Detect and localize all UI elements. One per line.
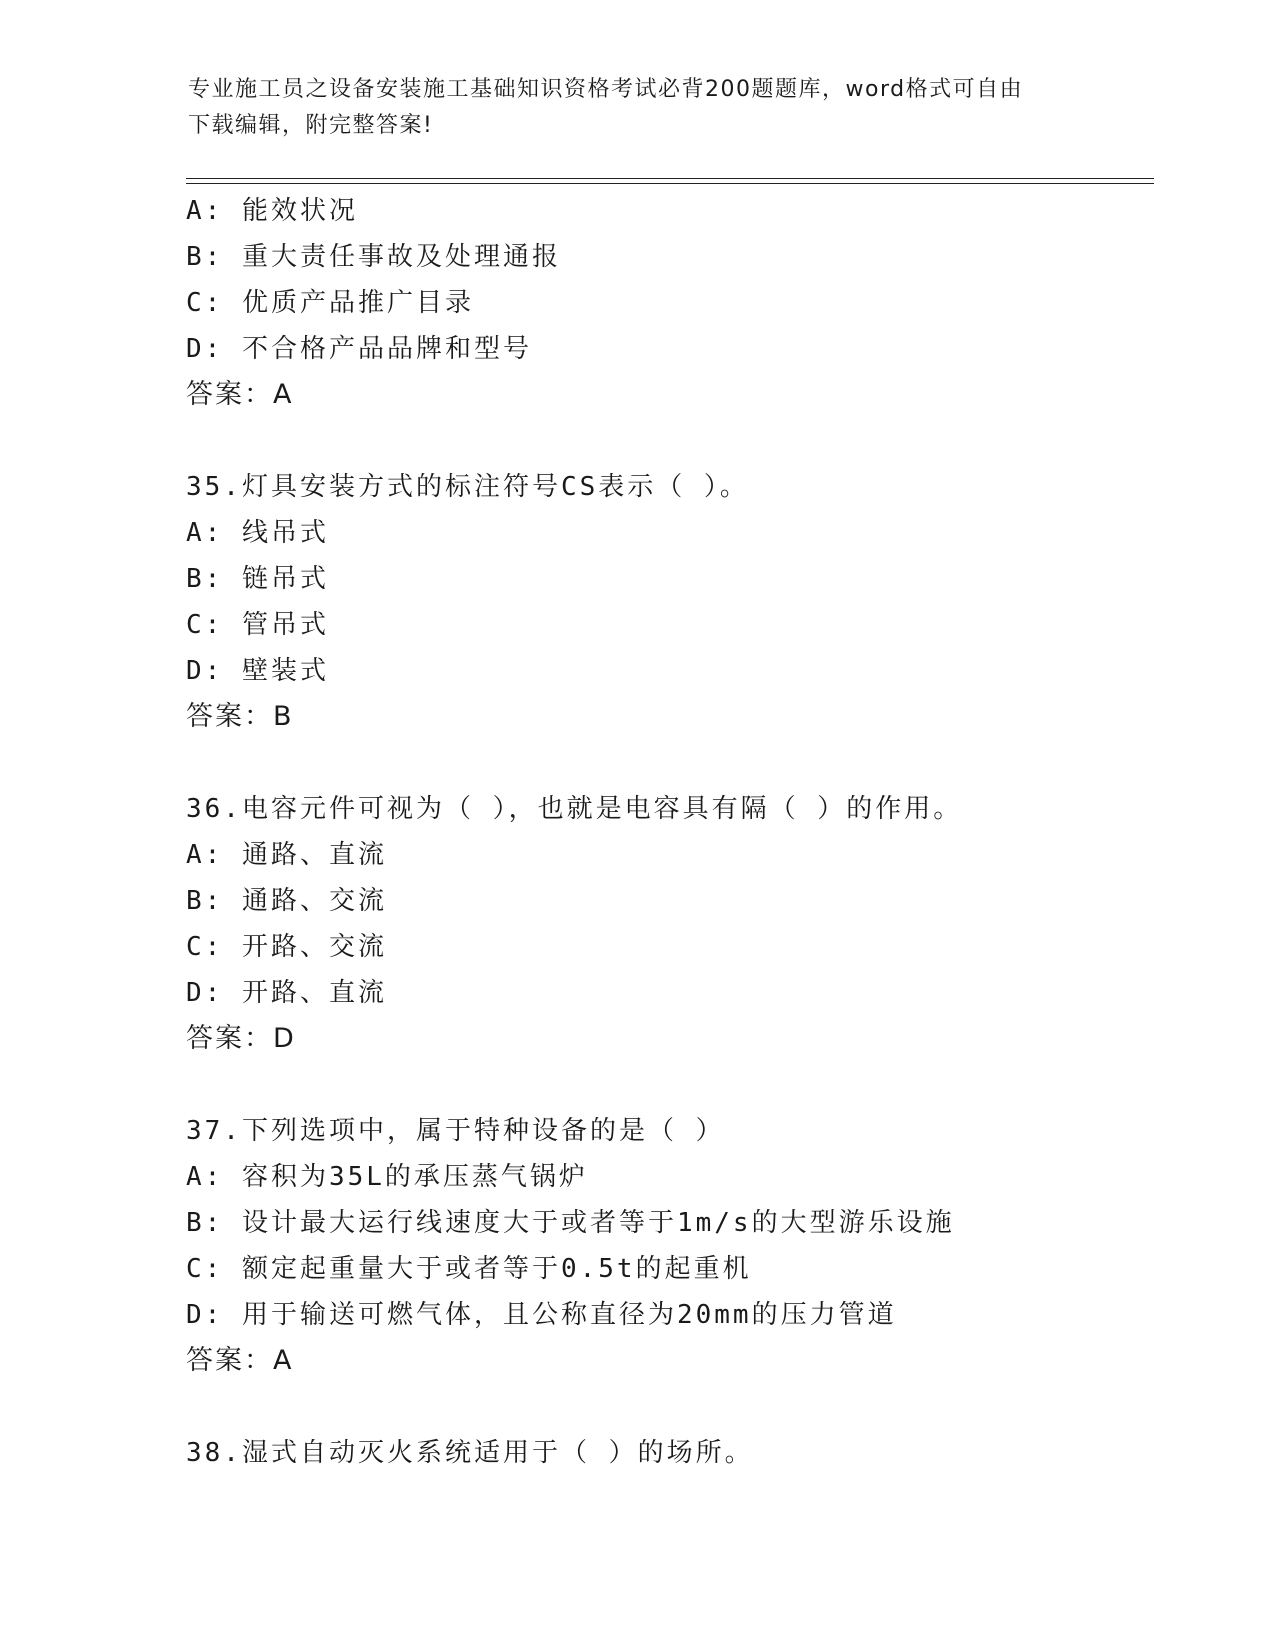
question-block-38 — [186, 1430, 1166, 1476]
option-d: D: 壁装式 — [186, 656, 329, 686]
question-text: 38.湿式自动灭火系统适用于（ ）的场所。 — [186, 1438, 754, 1468]
option-a: A: 能效状况 — [186, 196, 358, 226]
option-b: B: 重大责任事故及处理通报 — [186, 242, 561, 272]
answer-line: 答案：A — [186, 379, 294, 410]
header-divider-bottom — [186, 183, 1154, 184]
option-c: C: 开路、交流 — [186, 932, 387, 962]
option-a: A: 通路、直流 — [186, 840, 387, 870]
option-d: D: 用于输送可燃气体，且公称直径为20mm的压力管道 — [186, 1300, 897, 1330]
document-header — [188, 72, 1068, 144]
spacer — [186, 1062, 1166, 1108]
header-line-2: 下载编辑，附完整答案! — [188, 113, 434, 138]
option-c: C: 优质产品推广目录 — [186, 288, 474, 318]
spacer — [186, 418, 1166, 464]
spacer — [186, 740, 1166, 786]
option-b: B: 通路、交流 — [186, 886, 387, 916]
option-d: D: 开路、直流 — [186, 978, 387, 1008]
question-list — [186, 188, 1166, 1476]
option-d: D: 不合格产品品牌和型号 — [186, 334, 532, 364]
option-b: B: 设计最大运行线速度大于或者等于1m/s的大型游乐设施 — [186, 1208, 955, 1238]
option-b: B: 链吊式 — [186, 564, 329, 594]
question-block-37 — [186, 1108, 1166, 1384]
option-a: A: 容积为35L的承压蒸气锅炉 — [186, 1162, 588, 1192]
question-text: 37.下列选项中，属于特种设备的是（ ） — [186, 1116, 725, 1146]
option-c: C: 额定起重量大于或者等于0.5t的起重机 — [186, 1254, 752, 1284]
question-text: 35.灯具安装方式的标注符号CS表示（ ）。 — [186, 472, 749, 502]
header-divider-top — [186, 178, 1154, 179]
answer-line: 答案：B — [186, 701, 294, 732]
option-c: C: 管吊式 — [186, 610, 329, 640]
answer-line: 答案：A — [186, 1345, 294, 1376]
question-block-34 — [186, 188, 1166, 418]
option-a: A: 线吊式 — [186, 518, 329, 548]
question-block-36 — [186, 786, 1166, 1062]
question-block-35 — [186, 464, 1166, 740]
answer-line: 答案：D — [186, 1023, 296, 1054]
question-text: 36.电容元件可视为（ ），也就是电容具有隔（ ）的作用。 — [186, 794, 963, 824]
header-line-1: 专业施工员之设备安装施工基础知识资格考试必背200题题库，word格式可自由 — [188, 77, 1024, 102]
spacer — [186, 1384, 1166, 1430]
